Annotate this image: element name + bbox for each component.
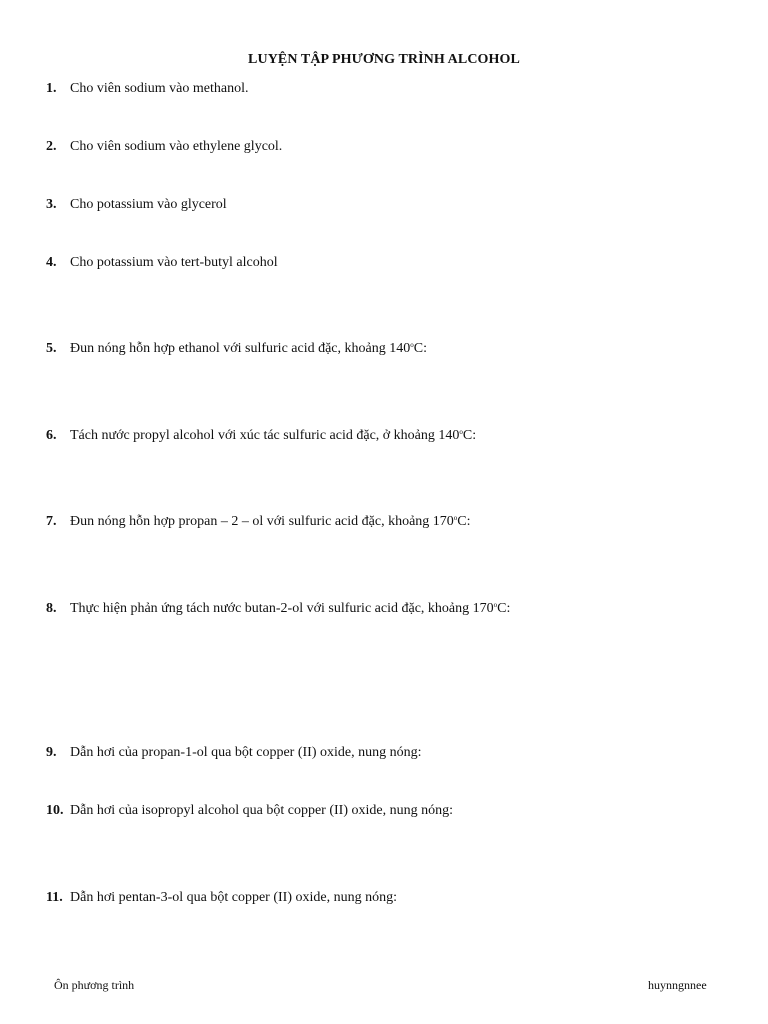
question-text: Đun nóng hỗn hợp ethanol với sulfuric acid đặc, khoảng 140$^o$C: [70,341,427,356]
question-4 [46,255,278,271]
question-text: Cho potassium vào glycerol [70,197,227,212]
question-number: 10. [46,803,64,818]
question-8 [46,601,510,617]
page-title: LUYỆN TẬP PHƯƠNG TRÌNH ALCOHOL [248,52,520,67]
degree-superscript: o [459,428,463,436]
question-text: Đun nóng hỗn hợp propan – 2 – ol với sulfuric acid đặc, khoảng 170$^o$C: [70,514,471,529]
question-number: 1. [46,81,57,96]
question-text: Dẫn hơi của propan-1-ol qua bột copper (II) oxide, nung nóng: [70,745,422,760]
question-number: 9. [46,745,57,760]
question-2 [46,139,282,155]
question-7 [46,514,471,530]
question-number: 4. [46,255,57,270]
question-text: Dẫn hơi pentan-3-ol qua bột copper (II) oxide, nung nóng: [70,890,397,905]
question-text: Cho viên sodium vào ethylene glycol. [70,139,283,154]
degree-superscript: o [493,601,498,609]
question-1 [46,81,248,97]
question-number: 5. [46,341,57,356]
question-6 [46,428,476,444]
question-10 [46,803,453,819]
question-text: Tách nước propyl alcohol với xúc tác sulfuric acid đặc, ở khoảng 140$^o$C: [70,428,477,443]
question-text: Thực hiện phản ứng tách nước butan-2-ol với sulfuric acid đặc, khoảng 170$^o$C: [70,601,511,616]
footer-right: huynngnnee [648,978,707,992]
degree-superscript: o [410,341,414,349]
question-5 [46,341,427,357]
footer-left: Ôn phương trình [54,978,135,992]
question-11 [46,890,397,906]
question-number: 8. [46,601,57,616]
question-text: Cho viên sodium vào methanol. [70,81,249,96]
question-9 [46,745,421,761]
question-number: 7. [46,514,57,529]
question-number: 6. [46,428,57,443]
degree-superscript: o [453,514,458,522]
question-number: 2. [46,139,57,154]
question-3 [46,197,227,213]
question-text: Dẫn hơi của isopropyl alcohol qua bột copper (II) oxide, nung nóng: [70,803,453,818]
question-number: 3. [46,197,57,212]
question-number: 11. [46,890,63,905]
question-text: Cho potassium vào tert-butyl alcohol [70,255,278,270]
